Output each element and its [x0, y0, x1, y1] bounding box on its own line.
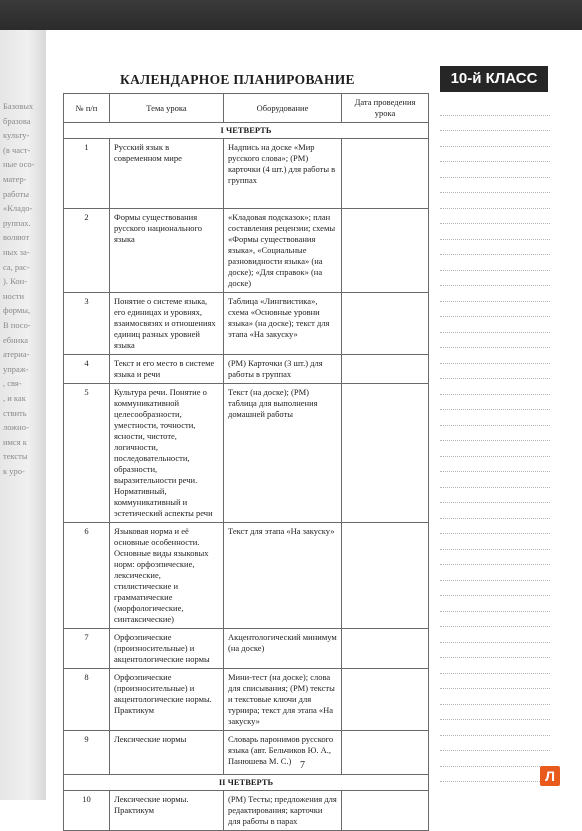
- table-row: [64, 523, 429, 629]
- gutter-text-fragment: ствить: [3, 407, 27, 418]
- note-line: [440, 643, 550, 659]
- lesson-number-cell: 1: [64, 139, 110, 209]
- note-line: [440, 751, 550, 767]
- note-line: [440, 255, 550, 271]
- lesson-date-cell: [342, 523, 429, 629]
- gutter-text-fragment: культу-: [3, 130, 30, 141]
- gutter-text-fragment: «Кладо-: [3, 203, 33, 214]
- grade-badge: 10-й КЛАСС: [440, 66, 548, 92]
- gutter-text-fragment: имся к: [3, 436, 27, 447]
- note-line: [440, 519, 550, 535]
- note-line: [440, 193, 550, 209]
- page-title: КАЛЕНДАРНОЕ ПЛАНИРОВАНИЕ: [120, 72, 355, 87]
- lesson-date-cell: [342, 731, 429, 775]
- lesson-number-cell: 4: [64, 355, 110, 384]
- note-line: [440, 116, 550, 132]
- publisher-logo: Л: [540, 766, 560, 786]
- lesson-number-cell: 9: [64, 731, 110, 775]
- note-line: [440, 395, 550, 411]
- header-equipment: Оборудование: [224, 94, 342, 123]
- table-body: [64, 123, 429, 831]
- lesson-topic-cell: Языковая норма и её основные особенности. Основные виды языковых норм: орфоэпические, лексические, стилистические и грамматические (морфологические, синтаксические): [110, 523, 224, 629]
- lesson-topic-cell: Орфоэпические (произносительные) и акцентологические нормы: [110, 629, 224, 669]
- note-line: [440, 488, 550, 504]
- lesson-topic-cell: Русский язык в современном мире: [110, 139, 224, 209]
- note-line: [440, 364, 550, 380]
- gutter-text-fragment: ности: [3, 290, 25, 301]
- note-line: [440, 348, 550, 364]
- gutter-text-fragment: атериа-: [3, 349, 30, 360]
- scan-top-band: [0, 0, 582, 30]
- note-line: [440, 720, 550, 736]
- gutter-text-fragment: ные осо-: [3, 159, 35, 170]
- table-row: [64, 209, 429, 293]
- lesson-number-cell: 8: [64, 669, 110, 731]
- lesson-equipment-cell: Таблица «Лингвистика», схема «Основные уровни языка» (на доске); текст для этапа «На закуску»: [224, 293, 342, 355]
- note-line: [440, 286, 550, 302]
- table-row: [64, 629, 429, 669]
- table-row: [64, 731, 429, 775]
- gutter-text-fragment: ложно-: [3, 422, 29, 433]
- note-line: [440, 209, 550, 225]
- lesson-date-cell: [342, 791, 429, 831]
- lesson-number-cell: 5: [64, 384, 110, 523]
- lesson-date-cell: [342, 629, 429, 669]
- note-line: [440, 581, 550, 597]
- lesson-equipment-cell: Текст для этапа «На закуску»: [224, 523, 342, 629]
- lesson-number-cell: 2: [64, 209, 110, 293]
- note-line: [440, 224, 550, 240]
- note-line: [440, 100, 550, 116]
- lesson-number-cell: 10: [64, 791, 110, 831]
- note-line: [440, 658, 550, 674]
- note-line: [440, 596, 550, 612]
- table-row: [64, 139, 429, 209]
- note-line: [440, 534, 550, 550]
- lesson-date-cell: [342, 355, 429, 384]
- lesson-topic-cell: Орфоэпические (произносительные) и акцентологические нормы. Практикум: [110, 669, 224, 731]
- gutter-text-fragment: , свя-: [3, 378, 22, 389]
- header-num: № п/п: [64, 94, 110, 123]
- notes-lines: [440, 100, 550, 750]
- lesson-equipment-cell: (РМ) Карточки (3 шт.) для работы в группах: [224, 355, 342, 384]
- gutter-text-fragment: са, рас-: [3, 261, 30, 272]
- lesson-equipment-cell: Словарь паронимов русского языка (авт. Бельчиков Ю. А., Панюшева М. С.): [224, 731, 342, 775]
- note-line: [440, 317, 550, 333]
- gutter-text-fragment: В посо-: [3, 320, 31, 330]
- note-line: [440, 503, 550, 519]
- lesson-equipment-cell: Текст (на доске); (РМ) таблица для выполнения домашней работы: [224, 384, 342, 523]
- lesson-plan-table: [63, 93, 429, 831]
- note-line: [440, 240, 550, 256]
- note-line: [440, 674, 550, 690]
- gutter-text-fragment: ). Кон-: [3, 276, 27, 287]
- gutter-text-fragment: ебника: [3, 334, 28, 345]
- note-line: [440, 689, 550, 705]
- gutter-text-fragment: , и как: [3, 393, 26, 403]
- gutter-text-fragment: руппах.: [3, 217, 31, 228]
- quarter-title: I ЧЕТВЕРТЬ: [64, 123, 429, 139]
- gutter-text-fragment: воляют: [3, 232, 30, 243]
- gutter-text-fragment: ных за-: [3, 247, 30, 257]
- lesson-date-cell: [342, 669, 429, 731]
- lesson-date-cell: [342, 209, 429, 293]
- table-row: [64, 293, 429, 355]
- gutter-text-fragment: упраж-: [3, 363, 29, 374]
- lesson-topic-cell: Формы существования русского национального языка: [110, 209, 224, 293]
- lesson-date-cell: [342, 293, 429, 355]
- lesson-topic-cell: Лексические нормы: [110, 731, 224, 775]
- gutter-text-fragment: (в част-: [3, 144, 31, 155]
- note-line: [440, 612, 550, 628]
- note-line: [440, 550, 550, 566]
- previous-page-gutter: [0, 30, 46, 800]
- note-line: [440, 705, 550, 721]
- note-line: [440, 736, 550, 752]
- note-line: [440, 271, 550, 287]
- note-line: [440, 131, 550, 147]
- gutter-text-fragment: Базовых: [3, 101, 34, 111]
- note-line: [440, 333, 550, 349]
- lesson-number-cell: 3: [64, 293, 110, 355]
- lesson-topic-cell: Текст и его место в системе языка и речи: [110, 355, 224, 384]
- table-row: [64, 791, 429, 831]
- quarter-title: II ЧЕТВЕРТЬ: [64, 775, 429, 791]
- lesson-number-cell: 6: [64, 523, 110, 629]
- header-date: Дата проведения урока: [342, 94, 429, 123]
- lesson-topic-cell: Культура речи. Понятие о коммуникативной целесообразности, уместности, точности, ясности, чистоте, логичности, последовательности, образности, выразительности речи. Нормативный, коммуникативный и эстетический аспекты речи: [110, 384, 224, 523]
- lesson-equipment-cell: Мини-тест (на доске); слова для списывания; (РМ) тексты и текстовые ключи для турнира; текст для этапа «На закуску»: [224, 669, 342, 731]
- note-line: [440, 162, 550, 178]
- note-line: [440, 178, 550, 194]
- gutter-text-fragment: к уро-: [3, 466, 25, 476]
- lesson-date-cell: [342, 139, 429, 209]
- note-line: [440, 147, 550, 163]
- quarter-header-row: [64, 123, 429, 139]
- lesson-topic-cell: Лексические нормы. Практикум: [110, 791, 224, 831]
- quarter-header-row: [64, 775, 429, 791]
- gutter-text-fragment: тексты: [3, 451, 28, 462]
- gutter-text-fragment: работы: [3, 188, 29, 199]
- note-line: [440, 472, 550, 488]
- note-line: [440, 441, 550, 457]
- gutter-text-fragment: бразова: [3, 115, 31, 126]
- table-row: [64, 669, 429, 731]
- note-line: [440, 457, 550, 473]
- note-line: [440, 426, 550, 442]
- note-line: [440, 565, 550, 581]
- note-line: [440, 302, 550, 318]
- note-line: [440, 379, 550, 395]
- lesson-equipment-cell: Надпись на доске «Мир русского слова»; (РМ) карточки (4 шт.) для работы в группах: [224, 139, 342, 209]
- gutter-text-fragment: формы,: [3, 305, 31, 316]
- table-row: [64, 384, 429, 523]
- lesson-date-cell: [342, 384, 429, 523]
- table-row: [64, 355, 429, 384]
- lesson-equipment-cell: «Кладовая подсказок»; план составления рецензии; схемы «Формы существования языка», «Социальные разновидности языка» (на доске); «Для справок» (на доске): [224, 209, 342, 293]
- lesson-equipment-cell: Акцентологический минимум (на доске): [224, 629, 342, 669]
- lesson-topic-cell: Понятие о системе языка, его единицах и уровнях, взаимосвязях и отношениях единиц разных уровней языка: [110, 293, 224, 355]
- gutter-text-fragment: матер-: [3, 174, 27, 184]
- page-number: 7: [300, 760, 305, 771]
- note-line: [440, 410, 550, 426]
- header-topic: Тема урока: [110, 94, 224, 123]
- lesson-number-cell: 7: [64, 629, 110, 669]
- lesson-equipment-cell: (РМ) Тесты; предложения для редактирования; карточки для работы в парах: [224, 791, 342, 831]
- note-line: [440, 767, 550, 783]
- note-line: [440, 627, 550, 643]
- table-header-row: [64, 94, 429, 123]
